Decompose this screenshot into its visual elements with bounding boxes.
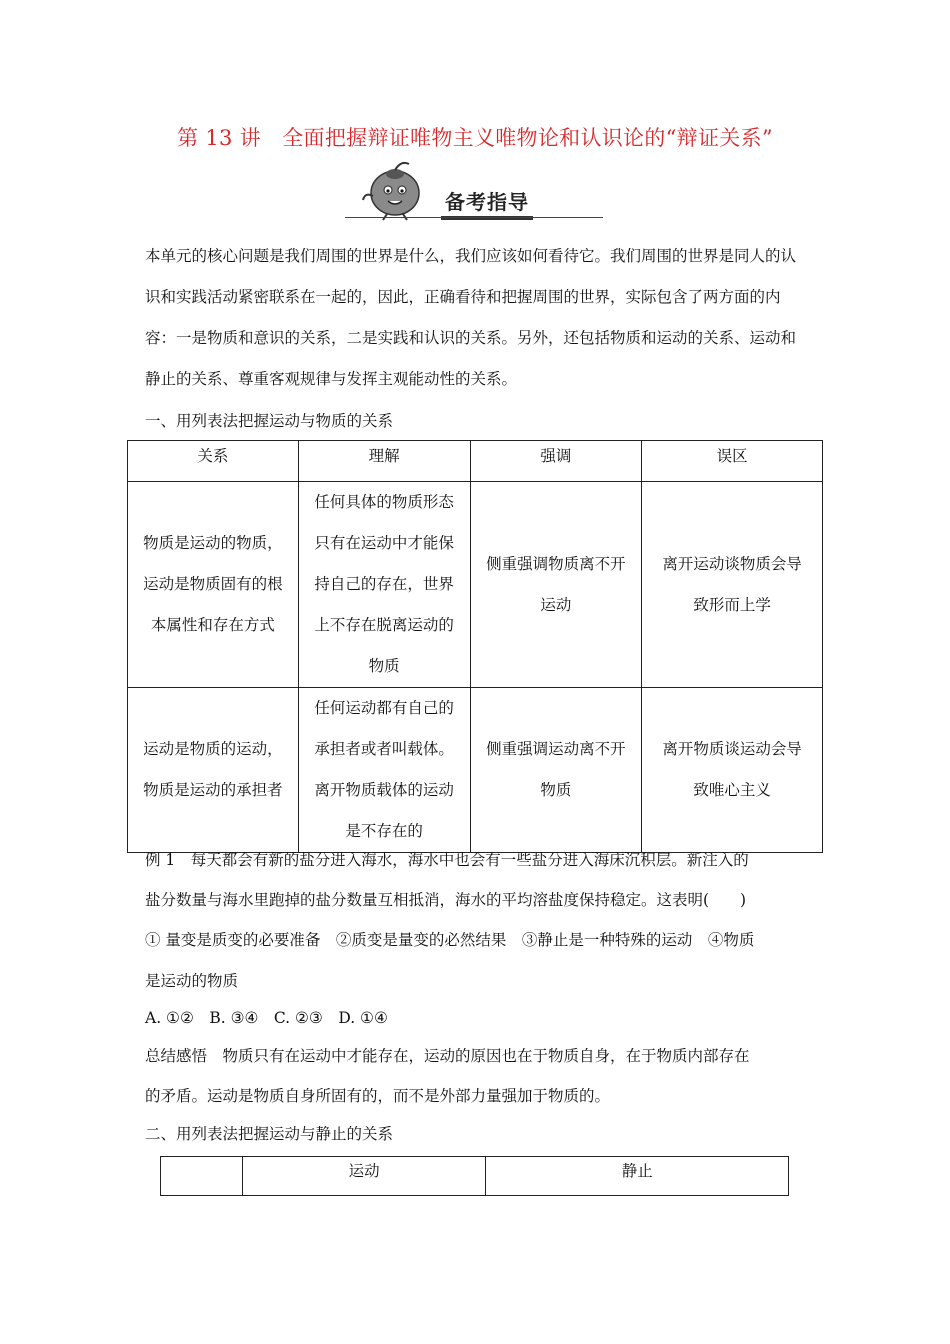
header-cell — [161, 1157, 243, 1196]
understanding-cell: 任何运动都有自己的 承担者或者叫载体。 离开物质载体的运动 是不存在的 — [298, 688, 470, 853]
example-line: 例 1 每天都会有新的盐分进入海水，海水中也会有一些盐分进入海床沉积层。新注入的 — [145, 851, 749, 869]
table-header-row — [128, 441, 823, 482]
mascot-icon — [359, 160, 429, 222]
example-line: 是运动的物质 — [145, 972, 239, 990]
summary-line: 的矛盾。运动是物质自身所固有的，而不是外部力量强加于物质的。 — [145, 1087, 611, 1105]
section1-heading: 一、用列表法把握运动与物质的关系 — [145, 412, 394, 430]
intro-paragraph: 本单元的核心问题是我们周围的世界是什么，我们应该如何看待它。我们周围的世界是同人的认识和实践活动紧密联系在一起的，因此，正确看待和把握周围的世界，实际包含了两方面的内容：一是物质和意识的关系，二是实践和认识的关系。另外，还包括物质和运动的关系、运动和静止的关系、尊重客观规律与发挥主观能动性的关系。 — [145, 247, 797, 388]
banner-rule — [345, 217, 603, 218]
emphasis-cell: 侧重强调运动离不开 物质 — [470, 688, 642, 853]
understanding-cell: 任何具体的物质形态 只有在运动中才能保 持自己的存在，世界 上不存在脱离运动的 物质 — [298, 482, 470, 688]
mistake-cell: 离开物质谈运动会导 致唯心主义 — [642, 688, 823, 853]
mistake-cell: 离开运动谈物质会导 致形而上学 — [642, 482, 823, 688]
header-cell: 误区 — [642, 441, 823, 482]
header-cell: 关系 — [128, 441, 299, 482]
summary-line: 总结感悟 物质只有在运动中才能存在，运动的原因也在于物质自身，在于物质内部存在 — [145, 1047, 750, 1065]
relation-cell: 运动是物质的运动， 物质是运动的承担者 — [128, 688, 299, 853]
header-cell: 运动 — [242, 1157, 486, 1196]
banner-label: 备考指导 — [445, 186, 529, 215]
example-options: A. ①② B. ③④ C. ②③ D. ①④ — [145, 1009, 388, 1027]
relation-cell: 物质是运动的物质， 运动是物质固有的根 本属性和存在方式 — [128, 482, 299, 688]
guidance-banner — [345, 160, 603, 222]
example-line: 盐分数量与海水里跑掉的盐分数量互相抵消，海水的平均溶盐度保持稳定。这表明( ) — [145, 891, 747, 909]
header-cell: 理解 — [298, 441, 470, 482]
emphasis-cell: 侧重强调物质离不开 运动 — [470, 482, 642, 688]
motion-rest-table — [160, 1156, 789, 1196]
table-header-row — [161, 1157, 789, 1196]
header-cell: 强调 — [470, 441, 642, 482]
section2-heading: 二、用列表法把握运动与静止的关系 — [145, 1125, 394, 1143]
matter-motion-table — [127, 440, 823, 853]
example-line: ① 量变是质变的必要准备 ②质变是量变的必然结果 ③静止是一种特殊的运动 ④物质 — [145, 931, 755, 949]
table-row — [128, 688, 823, 853]
page-title: 第 13 讲 全面把握辩证唯物主义唯物论和认识论的“辩证关系” — [177, 126, 773, 150]
table-row — [128, 482, 823, 688]
header-cell: 静止 — [486, 1157, 789, 1196]
